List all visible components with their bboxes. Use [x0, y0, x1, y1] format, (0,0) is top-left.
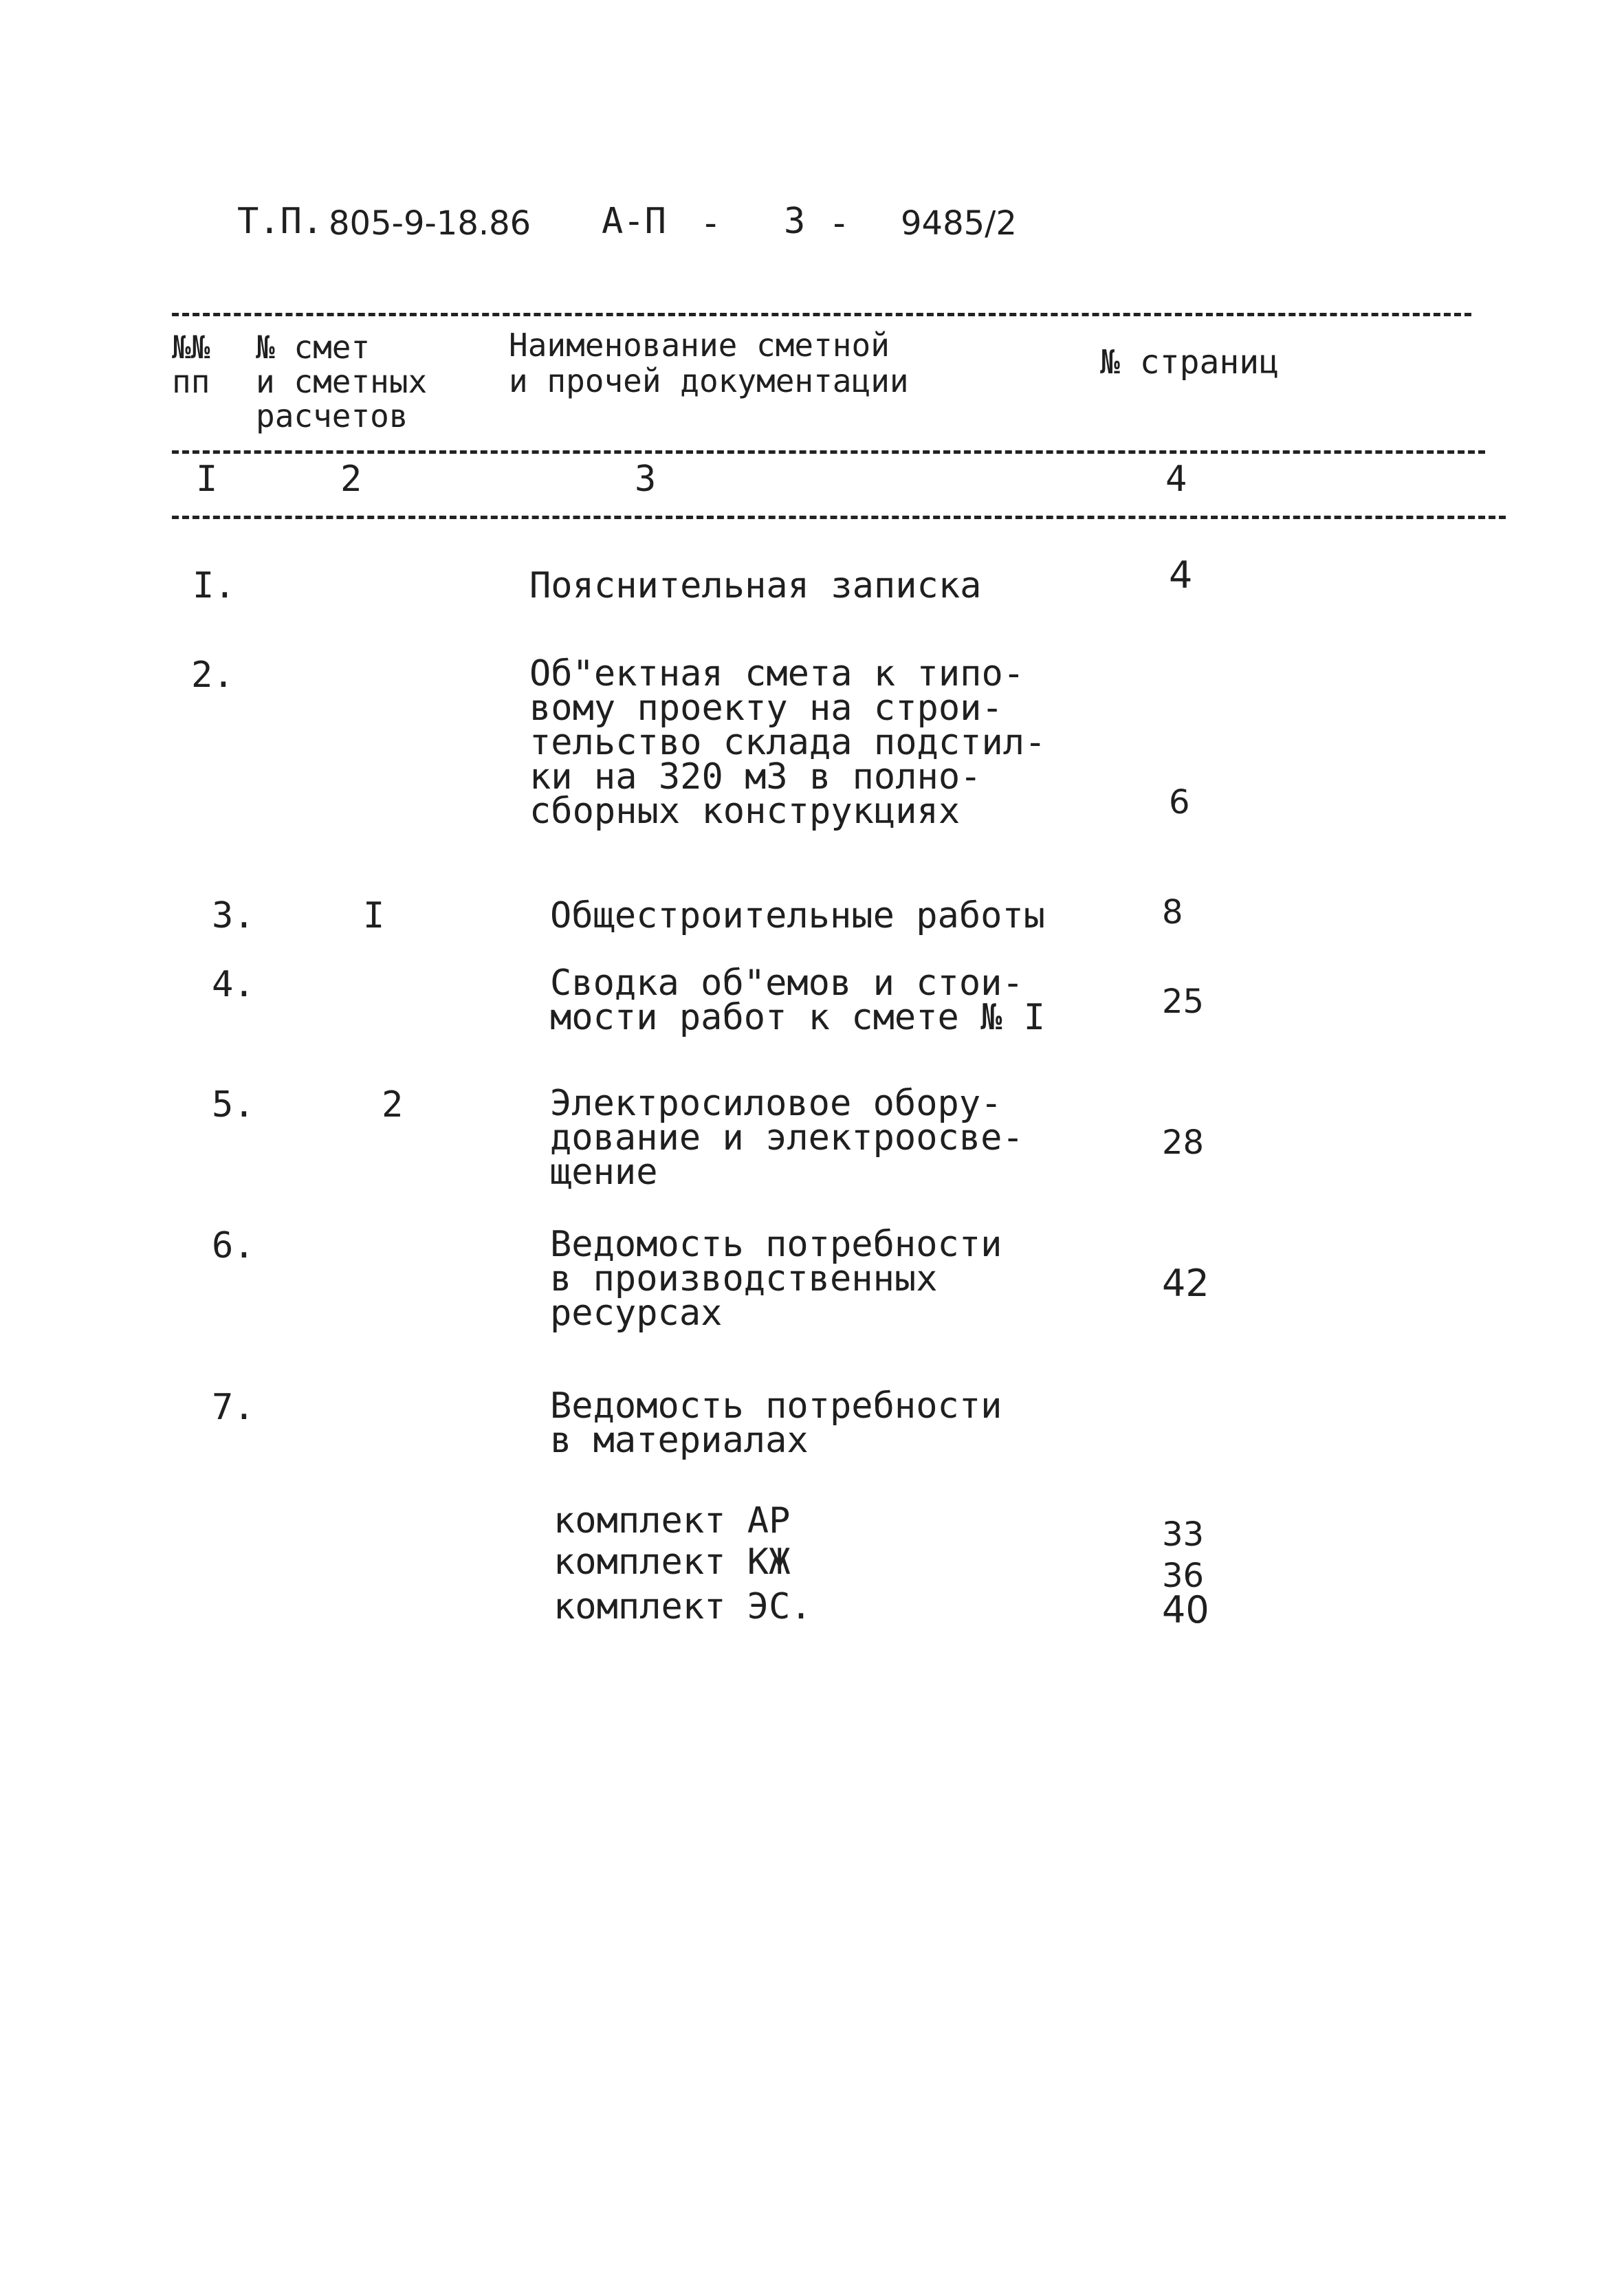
row-6-page: 42: [1162, 1262, 1209, 1305]
row-6-number: 6.: [212, 1225, 255, 1266]
doc-code-prefix: Т.П.: [237, 201, 324, 242]
doc-code-handwritten: 805-9-18.86: [329, 204, 531, 243]
set-kzh-name: комплект КЖ: [553, 1541, 791, 1583]
header-index-1: I: [196, 459, 218, 500]
header-index-2: 2: [340, 459, 362, 500]
rule-top: [172, 313, 1471, 316]
doc-dash-2: -: [829, 203, 851, 244]
row-5-page: 28: [1162, 1123, 1205, 1162]
set-ar-page: 33: [1162, 1515, 1205, 1554]
row-5-estimate: 2: [382, 1084, 404, 1125]
row-7-number: 7.: [212, 1387, 255, 1428]
header-col-name: Наименование сметной и прочей документации: [509, 327, 909, 399]
doc-number: 3: [784, 201, 806, 242]
row-5-number: 5.: [212, 1084, 255, 1125]
header-col-estimate: № смет и сметных расчетов: [256, 329, 428, 435]
set-es-name: комплект ЭС.: [553, 1586, 812, 1627]
header-col-number: №№ пп: [172, 329, 210, 400]
row-4-name: Сводка об"емов и стои- мости работ к смете № I: [550, 963, 1046, 1038]
doc-album: А-П: [602, 201, 666, 242]
header-col-pages: № страниц: [1100, 343, 1280, 382]
row-3-estimate: I: [363, 895, 385, 936]
row-3-page: 8: [1162, 893, 1183, 932]
set-es-page: 40: [1162, 1588, 1209, 1632]
row-7-name: Ведомость потребности в материалах: [550, 1385, 1002, 1461]
row-1-page: 4: [1169, 553, 1193, 597]
set-ar-name: комплект АР: [553, 1500, 791, 1541]
doc-dash-1: -: [700, 203, 722, 244]
row-5-name: Электросиловое обору- дование и электроосве- щение: [550, 1083, 1024, 1193]
rule-bottom: [172, 516, 1506, 519]
row-3-name: Общестроительные работы: [550, 895, 1046, 936]
doc-sheet-handwritten: 9485/2: [901, 204, 1017, 243]
row-1-number: I.: [193, 565, 236, 606]
row-4-page: 25: [1162, 982, 1205, 1021]
row-6-name: Ведомость потребности в производственных ресурсах: [550, 1224, 1002, 1334]
rule-middle: [172, 450, 1485, 454]
row-3-number: 3.: [212, 895, 255, 936]
row-1-name: Пояснительная записка: [529, 565, 982, 606]
row-2-name: Об"ектная смета к типо- вому проекту на строи- тельство склада подстил- ки на 320 м3 в полно- сборных конструкциях: [529, 653, 1046, 832]
row-2-number: 2.: [191, 655, 234, 696]
row-4-number: 4.: [212, 964, 255, 1005]
row-2-page: 6: [1169, 783, 1190, 822]
header-index-3: 3: [635, 459, 657, 500]
header-index-4: 4: [1165, 459, 1187, 500]
set-kzh-page: 36: [1162, 1557, 1205, 1595]
